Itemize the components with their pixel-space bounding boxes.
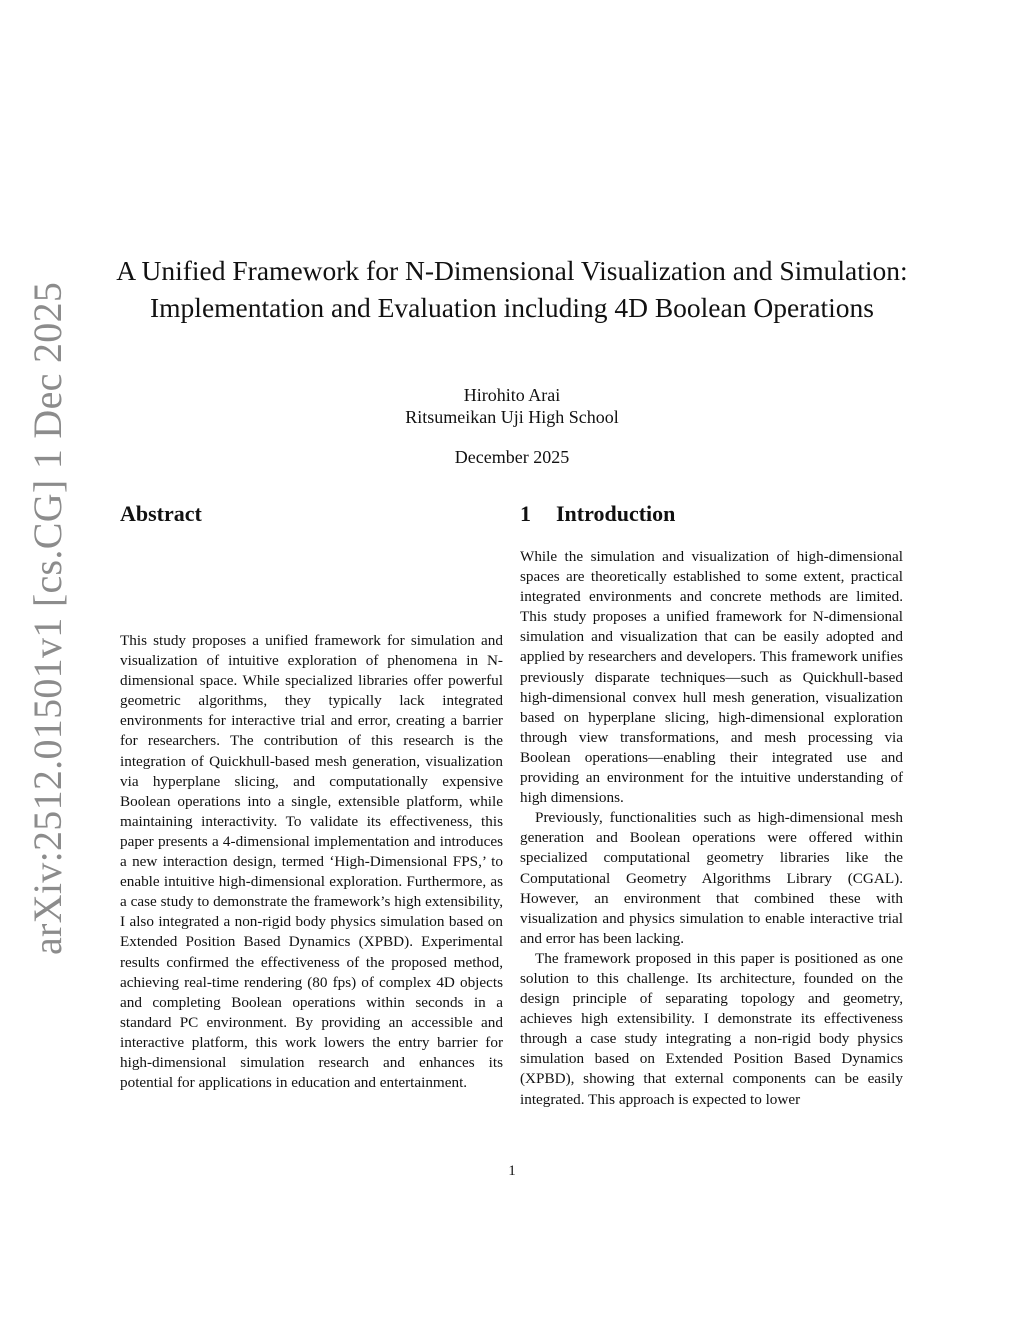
- section-number: 1: [520, 501, 531, 526]
- publication-date: December 2025: [454, 447, 570, 467]
- page-number: 1: [508, 1163, 516, 1179]
- intro-paragraph: While the simulation and visualization of high-dimensional spaces are theoretically established to some extent, practical integrated environments and concrete methods are limited. This study proposes a unified framework for N-dimensional simulation and visualization that can be easily adopted and applied by researchers and developers. This framework unifies previously disparate techniques—such as Quickhull-based high-dimensional convex hull mesh generation, visualization based on hyperplane slicing, high-dimensional exploration through view transformations, and mesh processing via Boolean operations—enabling their integrated use and providing an environment for the intuitive understanding of high dimensions.: [520, 548, 903, 807]
- abstract-heading: Abstract: [120, 501, 202, 526]
- abstract-text: This study proposes a unified framework for simulation and visualization of intuitive exploration of phenomena in N-dimensional space. While specialized libraries offer powerful geometric algorithms, they typically lack integrated environments for interactive trial and error, creating a barrier for researchers. The contribution of this research is the integration of Quickhull-based mesh generation, visualization via hyperplane slicing, and computationally expensive Boolean operations into a single, extensible platform, while maintaining interactivity. To validate its effectiveness, this paper presents a 4-dimensional implementation and introduces a new interaction design, termed ‘High-Dimensional FPS,’ to enable intuitive high-dimensional exploration. Furthermore, as a case study to demonstrate the framework’s high extensibility, I also integrated a non-rigid body physics simulation based on Extended Position Based Dynamics (XPBD). Experimental results confirmed the effectiveness of the proposed method, achieving real-time rendering (80 fps) of complex 4D objects and completing Boolean operations within seconds in a standard PC environment. By providing an accessible and interactive platform, this work lowers the entry barrier for high-dimensional simulation research and enhances its potential for applications in education and entertainment.: [120, 632, 503, 1092]
- intro-paragraph: Previously, functionalities such as high-dimensional mesh generation and Boolean operations were offered within specialized computational geometry libraries like the Computational Geometry Algorithms Library (CGAL). However, an environment that combined these with visualization and physics simulation to enable interactive trial and error has been lacking.: [520, 809, 903, 947]
- author-block: [110, 384, 914, 428]
- author-affiliation: Ritsumeikan Uji High School: [405, 407, 619, 427]
- section-title: Introduction: [556, 501, 676, 526]
- arxiv-identifier-stamp: arXiv:2512.01501v1 [cs.CG] 1 Dec 2025: [25, 281, 70, 955]
- paper-title: A Unified Framework for N-Dimensional Visualization and Simulation: Implementation and Evaluation including 4D Boolean Operations: [116, 255, 908, 323]
- introduction-heading: [520, 500, 903, 528]
- intro-paragraph: The framework proposed in this paper is positioned as one solution to this challenge. Its architecture, founded on the design principle of separating topology and geometry, achieves high extensibility. I demonstrate its effectiveness through a case study integrating a non-rigid body physics simulation based on Extended Position Based Dynamics (XPBD), showing that external components can be easily integrated. This approach is expected to lower: [520, 949, 903, 1108]
- introduction-body: [520, 547, 903, 1110]
- author-name: Hirohito Arai: [463, 385, 561, 405]
